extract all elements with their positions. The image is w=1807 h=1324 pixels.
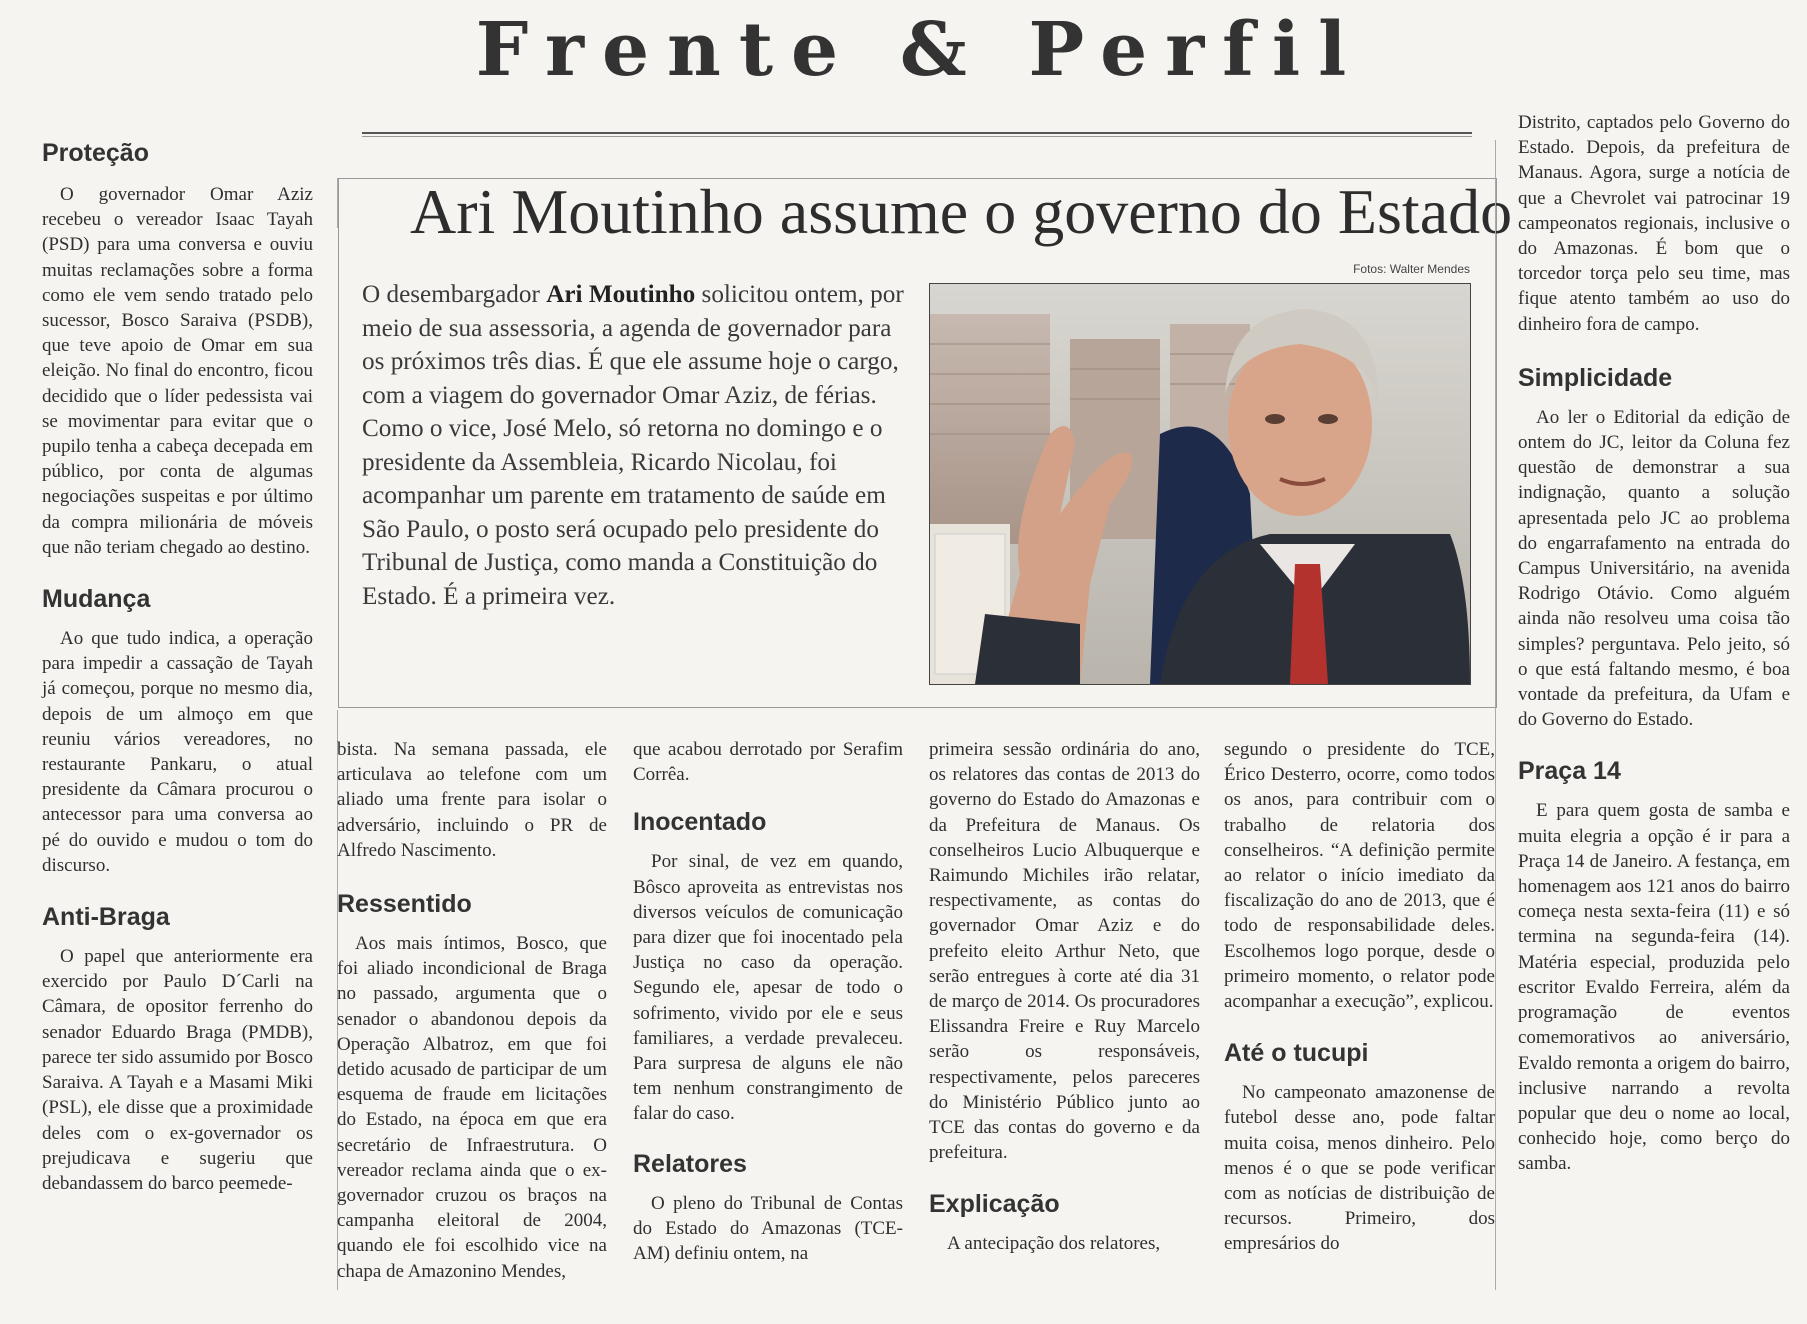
paragraph-praca-14: E para quem gosta de samba e muita elegria a opção é ir para a Praça 14 de Janeiro. A festança, em homenagem aos 121 anos do bairro começa nesta sexta-feira (11) e só termina na segunda-feira (14). Matéria especial, produzida pelo escritor Evaldo Ferreira, além da programação de eventos comemorativos ao aniversário, Evaldo remonta a origem do bairro, inclusive narrando a revolta popular que deu o nome ao local, conhecido hoje, como berço do samba. [1518,800,1790,1175]
section-masthead: Frente & Perfil [475,7,1365,93]
paragraph-protecao: O governador Omar Aziz recebeu o vereador Isaac Tayah (PSD) para uma conversa e ouviu muitas reclamações sobre a forma como ele vem sendo tratado pelo sucessor, Bosco Saraiva (PSDB), que teve apoio de Omar em sua eleição. No final do encontro, ficou decidido que o líder pedessista vai se movimentar para evitar que o pupilo tenha a cabeça decepada em público, por conta de algumas negociações suspeitas e por último da compra milionária de móveis que não teriam chegado ao destino. [42,184,313,558]
lead-bold-name: Ari Moutinho [546,281,696,308]
lead-rest: solicitou ontem, por meio de sua assessoria, a agenda de governador para os próximos três dias. É que ele assume hoje o cargo, com a viagem do governador Omar Aziz, de férias. Como o vice, José Melo, só retorna no domingo e o presidente da Assembleia, Ricardo Nicolau, foi acompanhar um parente em tratamento de saúde em São Paulo, o posto será ocupado pelo presidente do Tribunal de Justiça, como manda a Constituição do Estado. É a primeira vez. [362,281,904,610]
column-5 [1224,737,1495,1257]
section-heading-ate-o-tucupi: Até o tucupi [1224,1039,1369,1068]
photo-credit: Fotos: Walter Mendes [1353,262,1470,276]
paragraph-relatores-cont: primeira sessão ordinária do ano, os relatores das contas de 2013 do governo do Estado do Amazonas e da Prefeitura de Manaus. Os conselheiros Lucio Albuquerque e Raimundo Michiles irão relatar, respectivamente, as contas do governador Omar Aziz e do prefeito eleito Arthur Neto, que serão entregues à corte até dia 31 de março de 2014. Os procuradores Elissandra Freire e Ruy Marcelo serão os responsáveis, respectivamente, pelos pareceres do Ministério Público junto ao TCE das contas do governo e da prefeitura. [929,739,1200,1164]
paragraph-distrito: Distrito, captados pelo Governo do Estado. Depois, da prefeitura de Manaus. Agora, surge a notícia de que a Chevrolet vai patrocinar 19 campeonatos regionais, inclusive o do Amazonas. É bom que o torcedor torça pelo seu time, mas fique atento também ao uso do dinheiro fora de campo. [1518,112,1790,335]
paragraph-ate-o-tucupi: No campeonato amazonense de futebol desse ano, pode faltar muita coisa, menos dinheiro. Pelo menos é o que se pode verificar com as notícias de distribuição de recursos. Primeiro, dos empresários do [1224,1082,1495,1255]
lead-prefix: O desembargador [362,281,547,308]
section-heading-mudanca: Mudança [42,585,151,614]
section-heading-ressentido: Ressentido [337,890,472,919]
paragraph-bista: bista. Na semana passada, ele articulava ao telefone com um aliado uma frente para isolar o adversário, incluindo o PR de Alfredo Nascimento. [337,739,607,861]
column-3 [633,737,903,1266]
paragraph-anti-braga: O papel que anteriormente era exercido por Paulo D´Carli na Câmara, de opositor ferrenho do senador Eduardo Braga (PMDB), parece ter sido assumido por Bosco Saraiva. A Tayah e a Masami Miki (PSL), ele disse que a proximidade deles com o ex-governador os prejudicava e sugeriu que debandassem do barco peemede- [42,946,313,1194]
section-heading-anti-braga: Anti-Braga [42,903,170,932]
section-heading-protecao: Proteção [42,139,149,167]
column-2 [337,737,607,1284]
column-divider-right [1495,140,1496,1290]
column-6 [1518,110,1790,1177]
paragraph-explicacao: A antecipação dos relatores, [947,1233,1161,1255]
paragraph-explicacao-cont: segundo o presidente do TCE, Érico Desterro, ocorre, como todos os anos, para contribuir com o trabalho de relatoria dos conselheiros. “A definição permite ao relator o início imediato da fiscalização do ano de 2013, que é todo de responsabilidade deles. Escolhemos logo porque, desde o primeiro momento, o relator pode acompanhar a execução”, explicou. [1224,739,1495,1013]
section-heading-simplicidade: Simplicidade [1518,363,1673,392]
paragraph-simplicidade: Ao ler o Editorial da edição de ontem do JC, leitor da Coluna fez questão de demonstrar a sua indignação, quanto a solução apresentada pelo JC ao problema do engarrafamento na entrada do Campus Universitário, na avenida Rodrigo Otávio. Como alguém ainda não resolveu uma coisa tão simples? perguntava. Pelo jeito, só o que está faltando mesmo, é boa vontade da prefeitura, da Ufam e do Governo do Estado. [1518,406,1790,731]
section-heading-relatores: Relatores [633,1149,747,1178]
masthead-rule [362,132,1472,137]
section-heading-praca-14: Praça 14 [1518,757,1621,786]
paragraph-relatores: O pleno do Tribunal de Contas do Estado do Amazonas (TCE-AM) definiu ontem, na [633,1192,903,1265]
portrait-illustration [930,284,1470,684]
lead-paragraph [362,278,907,613]
section-heading-inocentado: Inocentado [633,808,767,837]
paragraph-inocentado: Por sinal, de vez em quando, Bôsco aproveita as entrevistas nos diversos veículos de comunicação para dizer que foi inocentado pela Justiça no caso da operação. Segundo ele, apesar de todo o sofrimento, vivido por ele e seus familiares, a verdade prevaleceu. Para surpresa de alguns ele não tem nenhum constrangimento de falar do caso. [633,851,903,1125]
paragraph-mudanca: Ao que tudo indica, a operação para impedir a cassação de Tayah já começou, porque no mesmo dia, depois de um almoço em que reuniu vários vereadores, no restaurante Pankaru, o atual presidente da Câmara procurou o antecessor para uma conversa ao pé do ouvido e mudou o tom do discurso. [42,628,313,876]
paragraph-ressentido: Aos mais íntimos, Bosco, que foi aliado incondicional de Braga no passado, argumenta que o senador o abandonou depois da Operação Albatroz, em que foi detido acusado de participar de um esquema de fraude em licitações do Estado, na época em que era secretário de Infraestrutura. O vereador reclama ainda que o ex-governador cruzou os braços na campanha eleitoral de 2004, quando ele foi escolhido vice na chapa de Amazonino Mendes, [337,933,607,1282]
paragraph-serafim: que acabou derrotado por Serafim Corrêa. [633,739,903,786]
column-1 [42,138,313,1196]
section-heading-explicacao: Explicação [929,1190,1060,1219]
main-headline: Ari Moutinho assume o governo do Estado [410,176,1513,247]
portrait-photo [929,283,1471,685]
column-4 [929,737,1200,1257]
column-divider-left [337,178,338,228]
